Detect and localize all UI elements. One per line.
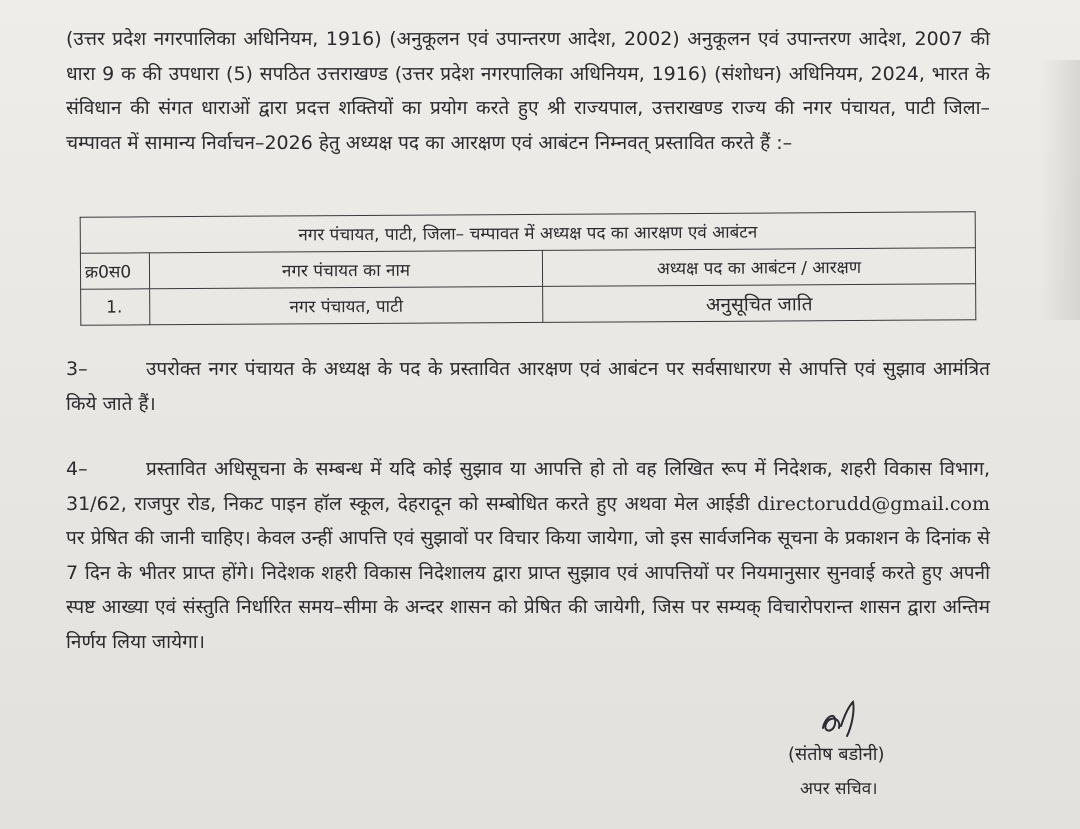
cell-panchayat-name: नगर पंचायत, पाटी [150, 286, 543, 324]
reservation-table [80, 211, 977, 325]
signatory-designation: अपर सचिव। [800, 779, 878, 799]
header-panchayat-name: नगर पंचायत का नाम [149, 250, 542, 288]
header-serial: क्र0स0 [80, 253, 149, 289]
header-allocation: अध्यक्ष पद का आबंटन / आरक्षण [542, 248, 975, 287]
paragraph-3-number: 3– [66, 358, 88, 380]
cell-allocation: अनुसूचित जाति [543, 284, 976, 323]
email-address: directorudd@gmail.com [757, 492, 990, 515]
table-row [81, 284, 976, 325]
cell-serial: 1. [81, 289, 150, 325]
signatory-name: (संतोष बडोनी) [788, 744, 885, 765]
page-shadow [1040, 60, 1080, 320]
table-header-row [80, 248, 975, 289]
table-title-row [80, 212, 975, 253]
paragraph-4-text-end: पर प्रेषित की जानी चाहिए। केवल उन्हीं आपत्ति एवं सुझावों पर विचार किया जायेगा, जो इस सार्वजनिक सूचना के प्रकाशन के दिनांक से 7 दिन के भीतर प्राप्त होंगे। निदेशक शहरी विकास निदेशालय द्वारा प्राप्त सुझाव एवं आपत्तियों पर नियमानुसार सुनवाई करते हुए अपनी स्पष्ट आख्या एवं संस्तुति निर्धारित समय–सीमा के अन्दर शासन को प्रेषित की जायेगी, जिस पर सम्यक् विचारोपरान्त शासन द्वारा अन्तिम निर्णय लिया जायेगा। [66, 527, 990, 653]
paragraph-4-text-start: प्रस्तावित अधिसूचना के सम्बन्ध में यदि कोई सुझाव या आपत्ति हो तो वह लिखित रूप में निदेशक, शहरी विकास विभाग, 31/62, राजपुर रोड, निकट पाइन हॉल स्कूल, देहरादून को सम्बोधित करते हुए अथवा मेल आईडी [66, 458, 990, 515]
paragraph-3 [66, 352, 990, 421]
paragraph-4-number: 4– [66, 458, 88, 480]
signature-scribble [815, 698, 865, 740]
paragraph-4 [66, 452, 990, 659]
intro-paragraph: (उत्तर प्रदेश नगरपालिका अधिनियम, 1916) (अनुकूलन एवं उपान्तरण आदेश, 2002) अनुकूलन एवं उपान्तरण आदेश, 2007 की धारा 9 क की उपधारा (5) सपठित उत्तराखण्ड (उत्तर प्रदेश नगरपालिका अधिनियम, 1916) (संशोधन) अधिनियम, 2024, भारत के संविधान की संगत धाराओं द्वारा प्रदत्त शक्तियों का प्रयोग करते हुए श्री राज्यपाल, उत्तराखण्ड राज्य की नगर पंचायत, पाटी जिला–चम्पावत में सामान्य निर्वाचन–2026 हेतु अध्यक्ष पद का आरक्षण एवं आबंटन निम्नवत् प्रस्तावित करते हैं :– [66, 28, 990, 154]
table-title: नगर पंचायत, पाटी, जिला– चम्पावत में अध्यक्ष पद का आरक्षण एवं आबंटन [80, 212, 975, 253]
paragraph-3-text: उपरोक्त नगर पंचायत के अध्यक्ष के पद के प्रस्तावित आरक्षण एवं आबंटन पर सर्वसाधारण से आपत्ति एवं सुझाव आमंत्रित किये जाते हैं। [66, 358, 990, 415]
